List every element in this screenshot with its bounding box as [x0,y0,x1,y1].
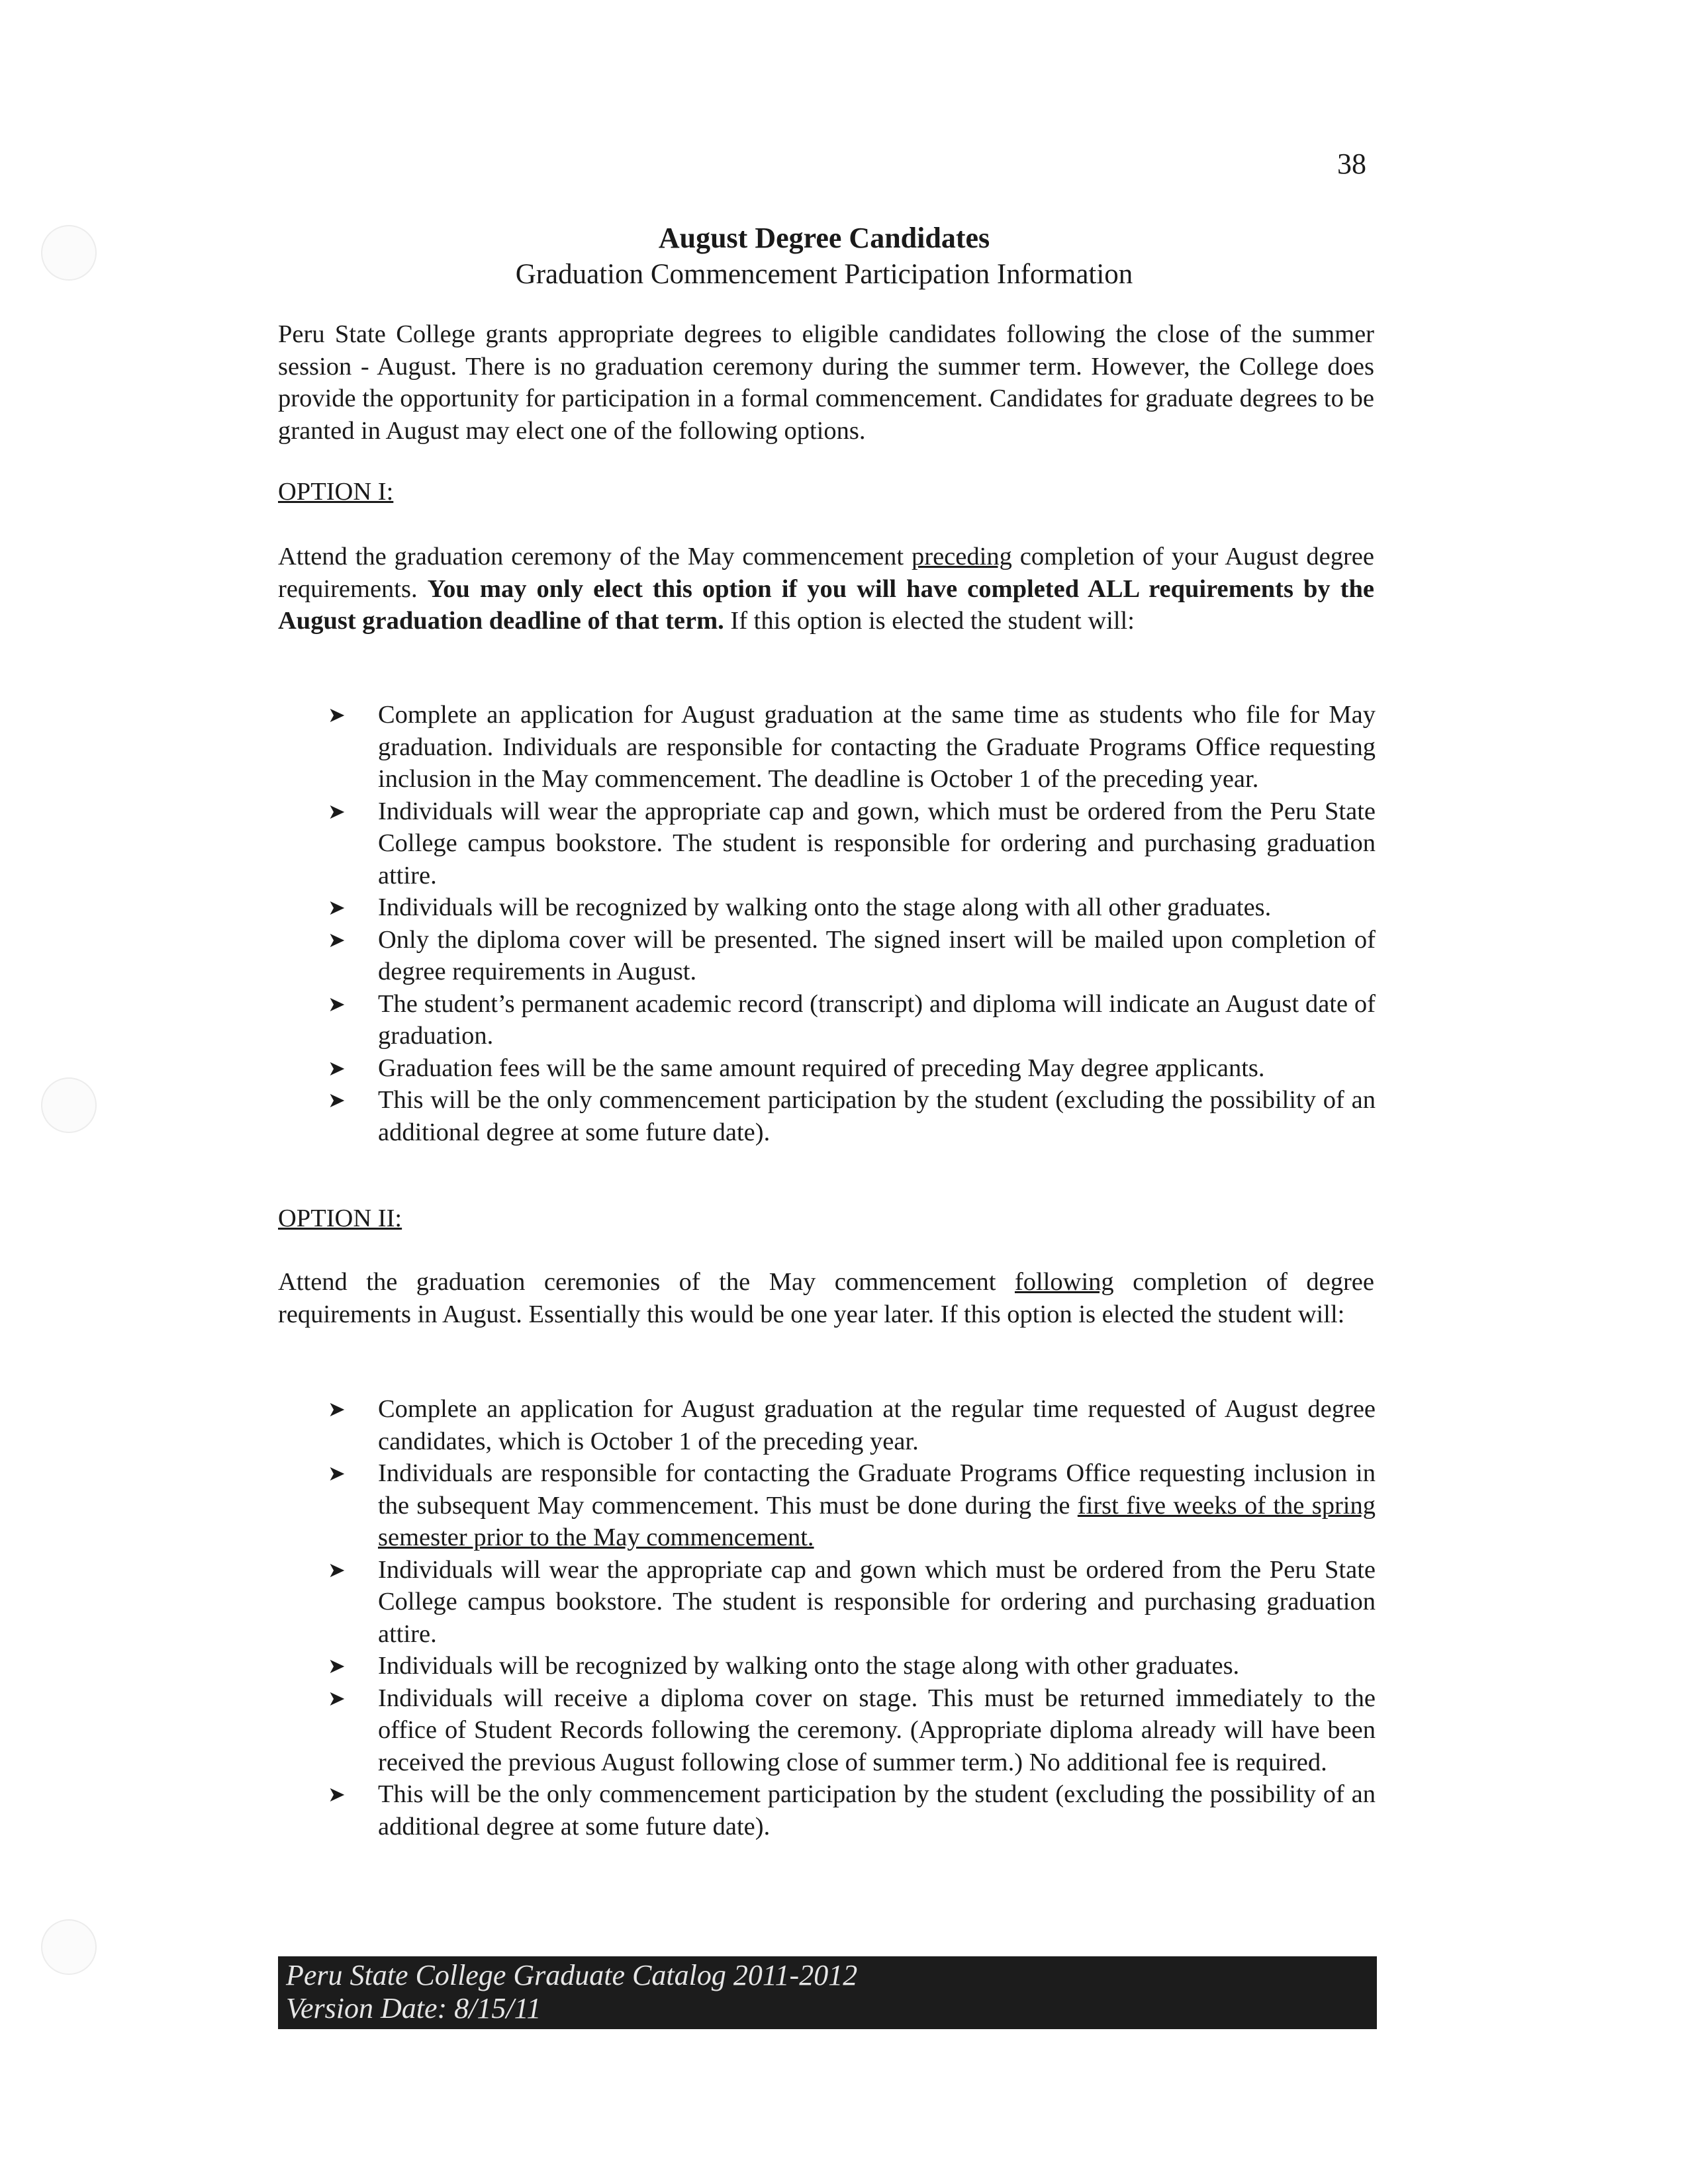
list-item-text: Individuals will wear the appropriate cap and gown, which must be ordered from the Peru State College campus bookstore. The student is responsible for ordering and purchasing graduation attire. [378,797,1376,889]
list-item-text: Only the diploma cover will be presented. The signed insert will be mailed upon completion of degree requirements in August. [378,925,1376,985]
option-1-bold-text: You may only elect this option if you will have completed ALL requirements by the August graduation deadline of that term. [278,574,1374,635]
option-1-bullet-list [278,699,1376,1148]
list-item-text: Complete an application for August graduation at the same time as students who file for May graduation. Individuals are responsible for contacting the Graduate Programs Office requesting inclusion in the May commencement. The deadline is October 1 of the preceding year. [378,701,1376,793]
list-item [278,1682,1376,1779]
list-item [278,1084,1376,1148]
footer-catalog-title: Peru State College Graduate Catalog 2011-2012 [286,1959,858,1991]
page-title: August Degree Candidates [658,222,990,254]
arrow-bullet-icon: ➤ [328,927,346,952]
list-item [278,1052,1376,1085]
option-1-paragraph [278,541,1374,637]
list-item [278,1457,1376,1554]
list-item [278,1650,1376,1682]
option-1-underlined-text: preceding [912,543,1012,570]
option-2-paragraph [278,1266,1374,1330]
list-item-text: Individuals will be recognized by walking onto the stage along with other graduates. [378,1652,1240,1680]
list-item-text: This will be the only commencement participation by the student (excluding the possibility of an additional degree at some future date). [378,1086,1376,1146]
arrow-bullet-icon: ➤ [328,1396,346,1422]
arrow-bullet-icon: ➤ [328,1685,346,1711]
arrow-bullet-icon: ➤ [328,895,346,920]
list-item-text: This will be the only commencement participation by the student (excluding the possibility of an additional degree at some future date). [378,1780,1376,1841]
list-item-text: Individuals will receive a diploma cover on stage. This must be returned immediately to the office of Student Records following the ceremony. (Appropriate diploma already will have been received the previous August following close of summer term.) No additional fee is required. [378,1684,1376,1776]
option-2-text: Attend the graduation ceremonies of the May commencement [278,1268,1015,1296]
arrow-bullet-icon: ➤ [328,1087,346,1113]
page-number: 38 [1337,148,1366,180]
list-item [278,988,1376,1052]
option-1-text: completion of your August degree requirements. [278,543,1374,603]
option-1-text: Attend the graduation ceremony of the May commencement [278,543,912,570]
option-2-heading: OPTION II: [278,1205,402,1232]
binder-hole [41,1077,97,1133]
arrow-bullet-icon: ➤ [328,1557,346,1582]
deadline-underlined-text: first five weeks of the spring semester prior to the May commencement. [378,1491,1376,1551]
catalog-footer-banner [278,1956,1377,2029]
list-item-text: Complete an application for August graduation at the regular time requested of August degree candidates, which is October 1 of the preceding year. [378,1395,1376,1455]
arrow-bullet-icon: ➤ [328,702,346,727]
option-1-heading: OPTION I: [278,478,394,506]
list-item [278,796,1376,892]
list-item-text: The student’s permanent academic record (transcript) and diploma will indicate an August date of graduation. [378,989,1376,1050]
list-item [278,1554,1376,1651]
arrow-bullet-icon: ➤ [328,1461,346,1486]
arrow-bullet-icon: ➤ [328,1653,346,1678]
list-item-text: Graduation fees will be the same amount required of preceding May degree applicants. [378,1054,1265,1082]
list-item-text: Individuals are responsible for contacting the Graduate Programs Office requesting inclusion in the subsequent May commencement. This must be done during the [378,1459,1376,1520]
option-1-text: If this option is elected the student will: [724,607,1135,635]
list-item [278,1393,1376,1457]
option-2-text: completion of degree requirements in August. Essentially this would be one year later. If this option is elected the student will: [278,1268,1374,1328]
list-item-text: Individuals will wear the appropriate cap and gown which must be ordered from the Peru State College campus bookstore. The student is responsible for ordering and purchasing graduation attire. [378,1555,1376,1648]
arrow-bullet-icon: ➤ [328,1055,346,1081]
list-item [278,1778,1376,1843]
intro-paragraph: Peru State College grants appropriate degrees to eligible candidates following the close of the summer session - August. There is no graduation ceremony during the summer term. However, the College does provide the opportunity for participation in a formal commencement. Candidates for graduate degrees to be granted in August may elect one of the following options. [278,320,1374,445]
list-item [278,924,1376,988]
option-2-bullet-list [278,1393,1376,1843]
option-2-underlined-text: following [1014,1268,1114,1296]
list-item-text: Individuals will be recognized by walking onto the stage along with all other graduates. [378,893,1272,921]
list-item [278,891,1376,924]
binder-hole [41,225,97,281]
arrow-bullet-icon: ➤ [328,798,346,824]
arrow-bullet-icon: ➤ [328,991,346,1017]
arrow-bullet-icon: ➤ [328,1782,346,1807]
footer-version-date: Version Date: 8/15/11 [286,1992,541,2025]
list-item [278,699,1376,796]
binder-hole [41,1919,97,1975]
page-subtitle: Graduation Commencement Participation Information [515,259,1133,290]
